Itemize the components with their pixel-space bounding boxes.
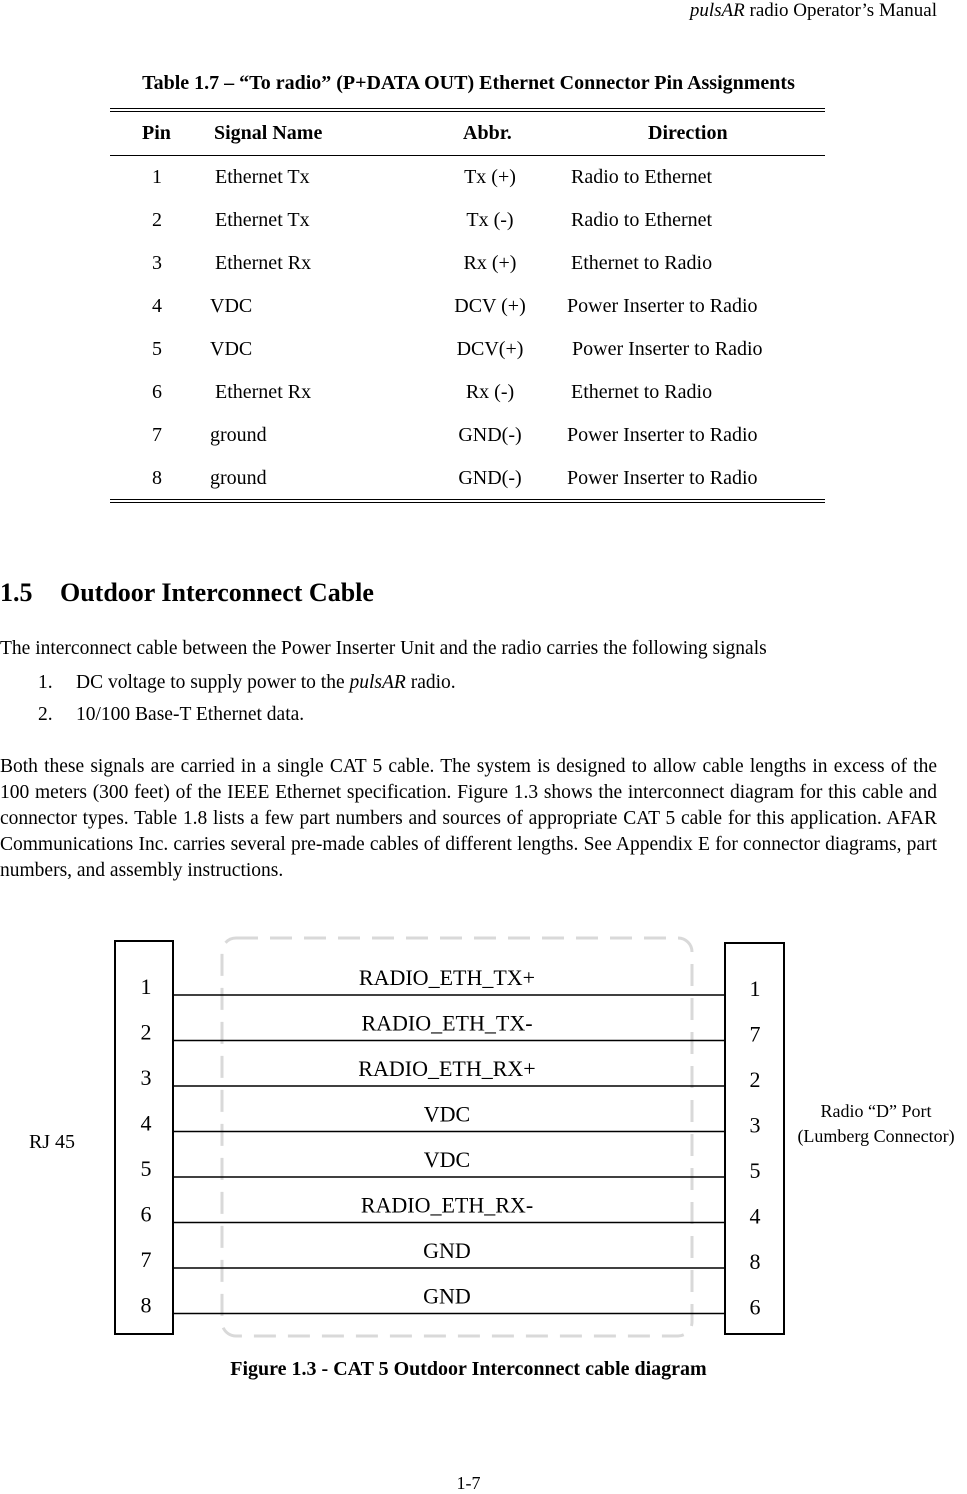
table-cell-abbr: Tx (+) (464, 166, 516, 188)
table-cell-direction: Power Inserter to Radio (567, 295, 758, 317)
table-cell-signal: Ethernet Tx (215, 209, 310, 231)
wire-signal-label: GND (423, 1238, 471, 1263)
section-title: Outdoor Interconnect Cable (60, 578, 374, 607)
rj45-pin-number: 4 (140, 1110, 152, 1136)
table-bottom-rule-2 (110, 502, 825, 503)
section-heading (0, 578, 374, 608)
table-cell-pin: 1 (152, 166, 162, 188)
lumberg-pin-number: 7 (749, 1021, 761, 1047)
table-caption: Table 1.7 – “To radio” (P+DATA OUT) Ethernet Connector Pin Assignments (142, 72, 795, 94)
rj45-pin-number: 5 (140, 1156, 152, 1181)
wire-signal-label: RADIO_ETH_RX- (360, 1192, 534, 1218)
table-cell-direction: Power Inserter to Radio (572, 338, 763, 360)
header-product-name: pulsAR (689, 0, 745, 21)
lumberg-pin-number: 8 (749, 1249, 761, 1274)
col-header-direction: Direction (648, 122, 728, 144)
table-cell-direction: Radio to Ethernet (571, 166, 713, 188)
table-bottom-rule (110, 499, 825, 500)
table-cell-direction: Power Inserter to Radio (567, 424, 758, 446)
rj45-connector-box (115, 941, 173, 1334)
radio-port-label: Radio “D” Port (820, 1101, 932, 1121)
cable-shield-outline (222, 938, 692, 1336)
table-cell-abbr: DCV(+) (456, 338, 524, 360)
table-cell-signal: ground (210, 424, 267, 446)
table-cell-direction: Radio to Ethernet (571, 209, 713, 231)
wire-signal-label: RADIO_ETH_RX+ (358, 1056, 536, 1081)
lumberg-pin-number: 1 (749, 976, 761, 1001)
table-header-rule (110, 155, 825, 156)
table-cell-signal: Ethernet Rx (215, 252, 312, 274)
rj45-pin-number: 7 (140, 1247, 152, 1272)
wire-signal-label: GND (423, 1283, 471, 1309)
table-cell-abbr: GND(-) (458, 424, 522, 446)
table-cell-direction: Ethernet to Radio (571, 252, 713, 274)
table-cell-pin: 5 (152, 338, 162, 360)
table-cell-signal: ground (210, 467, 267, 489)
table-cell-direction: Ethernet to Radio (571, 381, 713, 403)
interconnect-diagram (0, 930, 967, 1350)
header-title-rest: radio Operator’s Manual (744, 0, 937, 21)
wire-signal-label: RADIO_ETH_TX- (361, 1010, 533, 1036)
section-intro: The interconnect cable between the Power Inserter Unit and the radio carries the following signals (0, 638, 767, 659)
col-header-pin: Pin (142, 122, 171, 144)
table-cell-signal: VDC (210, 338, 253, 360)
table-cell-signal: Ethernet Rx (215, 381, 312, 403)
list-item-text: DC voltage to supply power to the pulsAR radio. (76, 672, 456, 693)
table-cell-abbr: GND(-) (458, 467, 522, 489)
table-top-rule (110, 108, 825, 109)
lumberg-pin-number: 4 (749, 1203, 761, 1229)
figure-caption: Figure 1.3 - CAT 5 Outdoor Interconnect cable diagram (230, 1358, 707, 1380)
running-header (690, 0, 937, 22)
lumberg-pin-number: 5 (749, 1158, 761, 1183)
page-number: 1-7 (456, 1473, 481, 1493)
table-cell-pin: 4 (152, 295, 162, 317)
rj45-pin-number: 2 (140, 1019, 152, 1045)
radio-port-sublabel: (Lumberg Connector) (797, 1126, 955, 1146)
list-item-text: 10/100 Base-T Ethernet data. (76, 704, 305, 725)
table-cell-pin: 2 (152, 209, 162, 231)
rj45-pin-number: 6 (140, 1201, 152, 1227)
table-cell-pin: 3 (152, 252, 162, 274)
table-cell-abbr: Rx (+) (463, 252, 517, 274)
lumberg-connector-box (725, 943, 784, 1334)
section-number: 1.5 (0, 578, 33, 607)
lumberg-pin-number: 2 (749, 1067, 761, 1092)
list-item-number: 1. (38, 672, 53, 693)
rj45-pin-number: 1 (140, 974, 152, 999)
col-header-signal: Signal Name (214, 122, 323, 144)
table-cell-pin: 6 (152, 381, 162, 403)
lumberg-pin-number: 6 (749, 1294, 761, 1320)
table-cell-abbr: DCV (+) (454, 295, 526, 317)
table-cell-direction: Power Inserter to Radio (567, 467, 758, 489)
col-header-abbr: Abbr. (463, 122, 512, 144)
table-cell-abbr: Rx (-) (465, 381, 515, 403)
table-cell-signal: VDC (210, 295, 253, 317)
table-cell-pin: 7 (152, 424, 162, 446)
wire-signal-label: VDC (423, 1147, 471, 1172)
table-top-rule-2 (110, 111, 825, 112)
body-paragraph: Both these signals are carried in a single CAT 5 cable. The system is designed to allow cable lengths in excess of the 100 meters (300 feet) of the IEEE Ethernet specification. Figure 1.3 shows the interconnect diagram for this cable and connector types. Table 1.8 lists a few part numbers and sources of appropriate CAT 5 cable for this application. AFAR Communications Inc. carries several pre-made cables of different lengths. See Appendix E for connector diagrams, part numbers, and assembly instructions. (0, 756, 937, 881)
wire-signal-label: VDC (423, 1101, 471, 1127)
table-cell-pin: 8 (152, 467, 162, 489)
rj45-pin-number: 8 (140, 1292, 152, 1318)
wire-signal-label: RADIO_ETH_TX+ (358, 965, 536, 990)
list-item-number: 2. (38, 704, 53, 725)
lumberg-pin-number: 3 (749, 1112, 761, 1138)
rj45-pin-number: 3 (140, 1065, 152, 1090)
rj45-label: RJ 45 (28, 1131, 76, 1153)
table-cell-signal: Ethernet Tx (215, 166, 310, 188)
table-cell-abbr: Tx (-) (466, 209, 514, 231)
